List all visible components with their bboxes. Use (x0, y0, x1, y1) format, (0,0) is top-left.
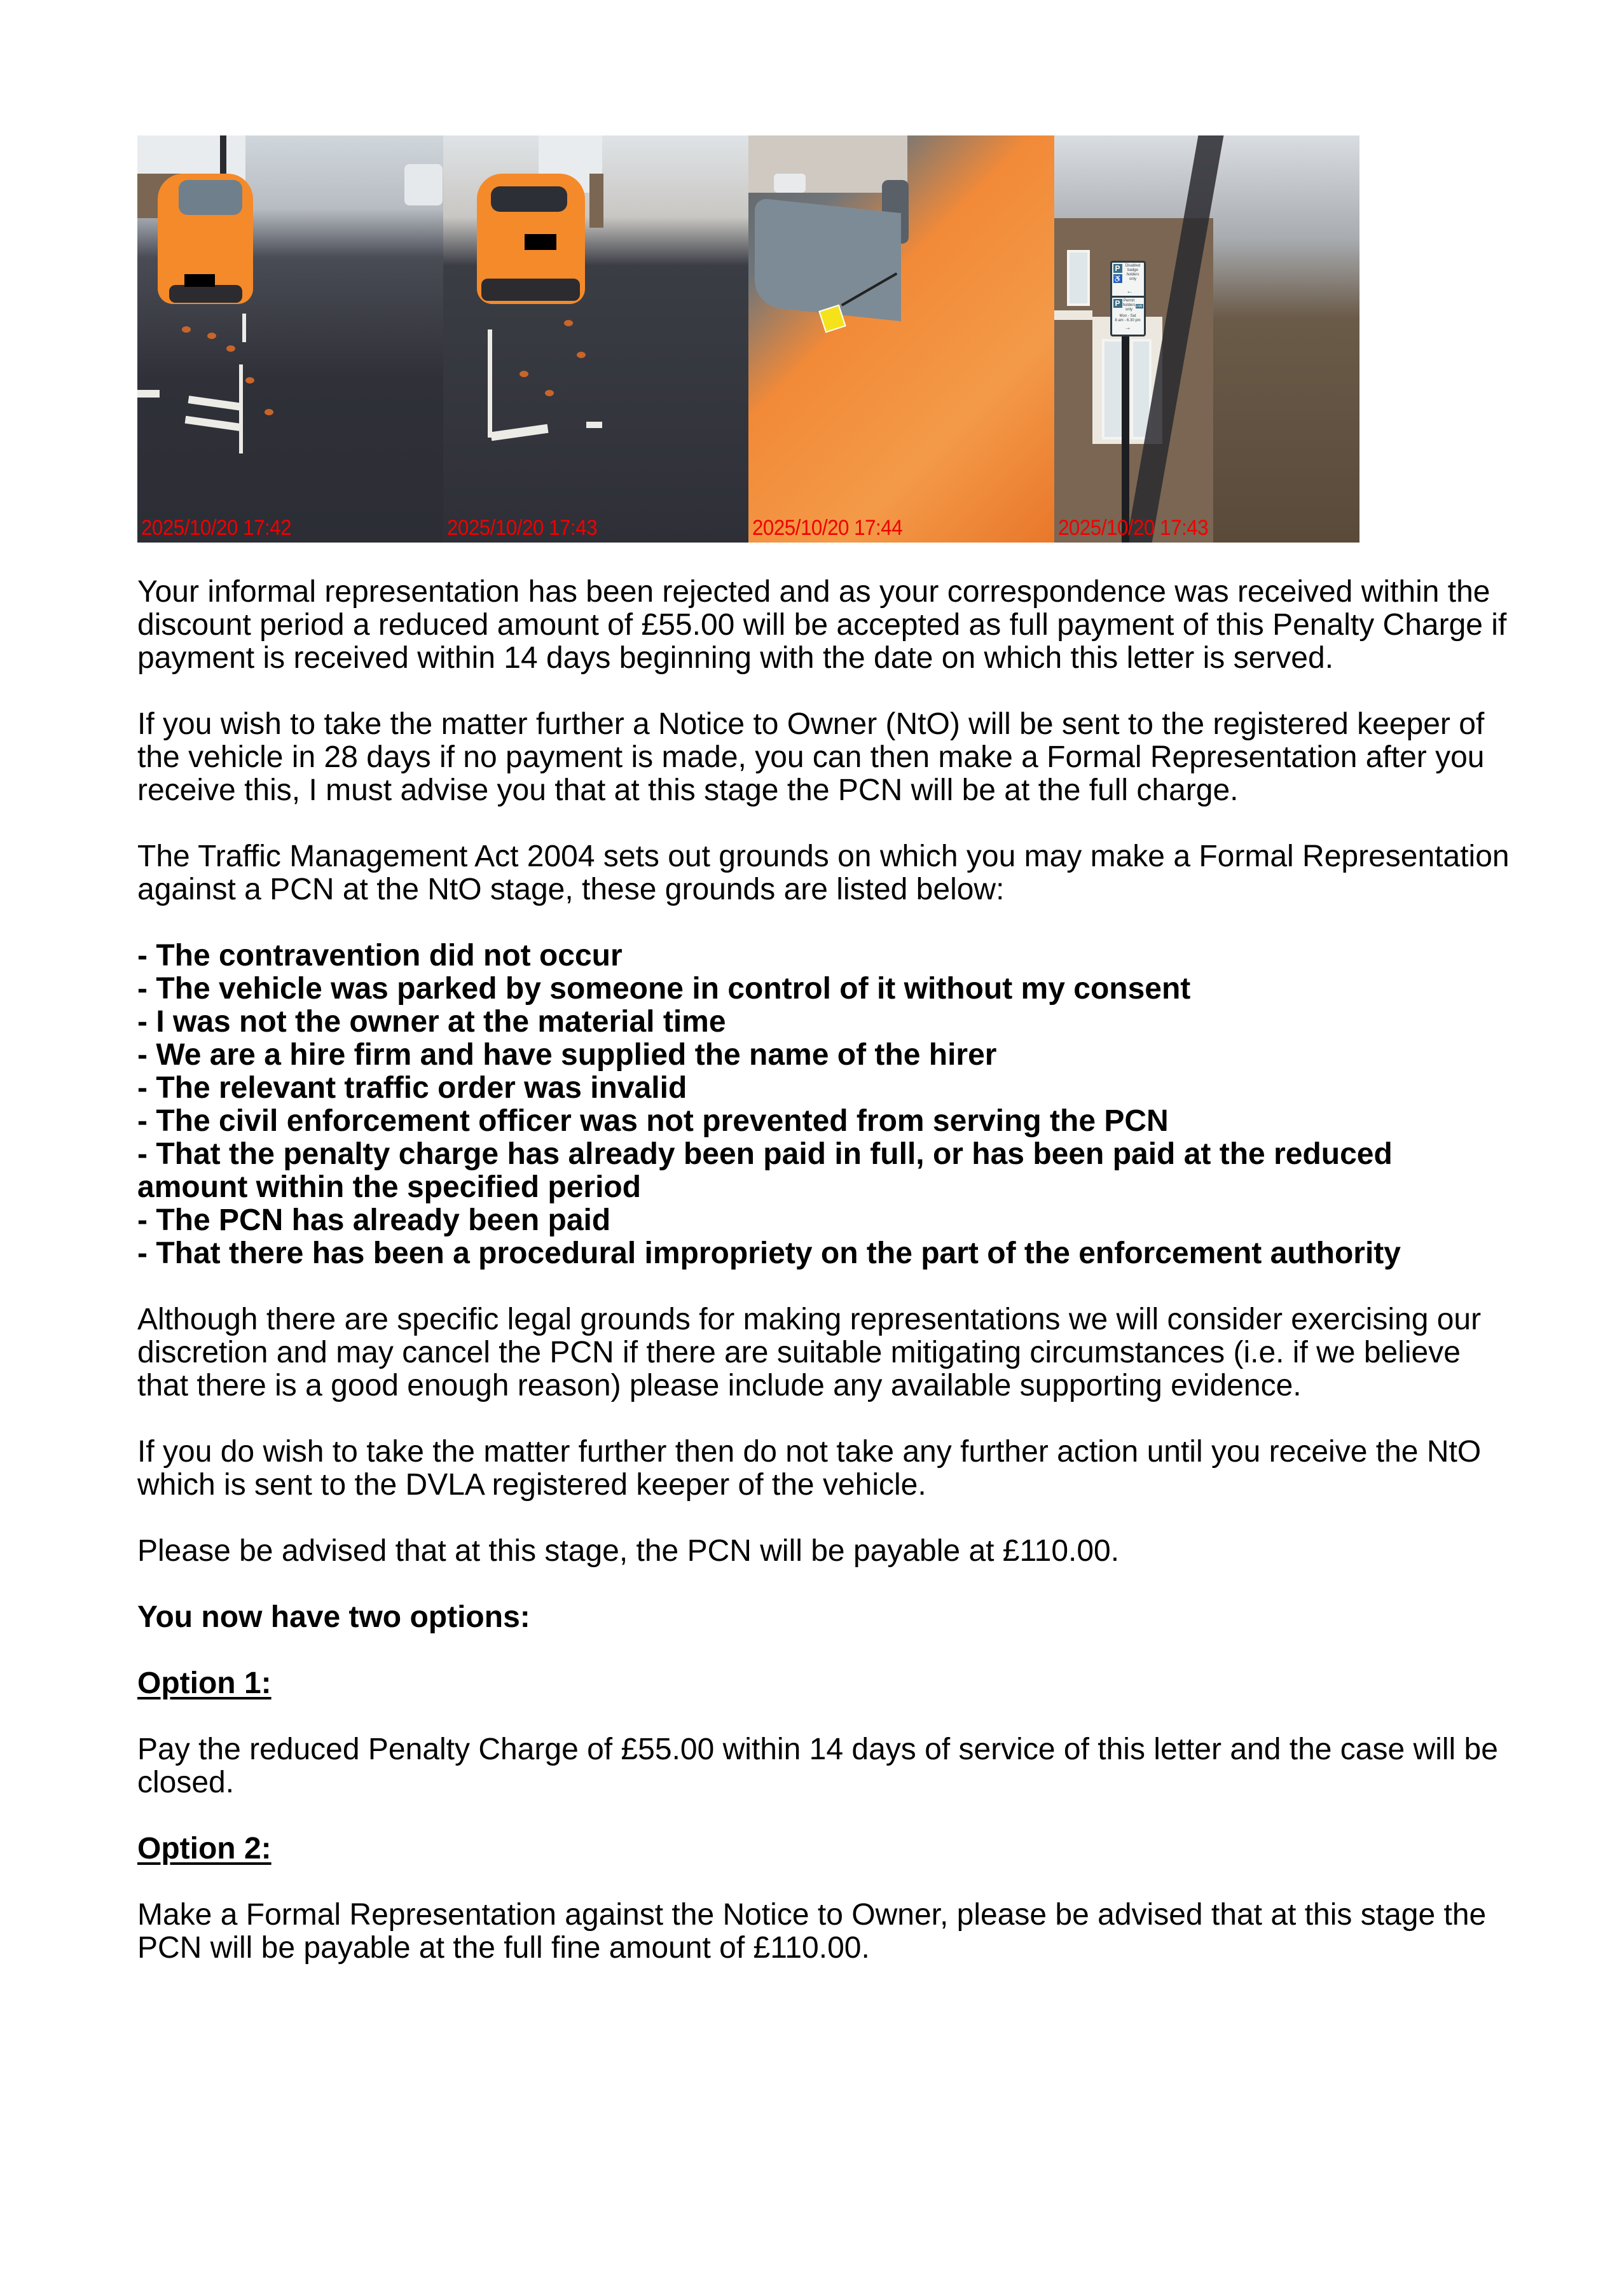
white-van (404, 164, 443, 205)
leaf (520, 371, 528, 377)
evidence-photo-front (137, 135, 443, 543)
leaf (226, 345, 235, 352)
option-1-text: Pay the reduced Penalty Charge of £55.00 within 14 days of service of this letter and the case will be closed. (137, 1733, 1498, 1799)
road-line (490, 424, 548, 441)
sign-hours: 8 am - 6.30 pm (1115, 319, 1141, 322)
road-line (586, 422, 602, 428)
options-heading: You now have two options: (137, 1600, 530, 1634)
road-line (185, 416, 243, 431)
evidence-photo-sign (1054, 135, 1360, 543)
sign-pole (1122, 307, 1129, 543)
evidence-photo-rear (443, 135, 749, 543)
leaf (564, 320, 573, 326)
parking-sign-lower (1110, 296, 1146, 336)
ground-item: - The civil enforcement officer was not prevented from serving the PCN (137, 1104, 1169, 1138)
leaf (207, 333, 216, 339)
road-line (188, 396, 243, 411)
ground-item: - The PCN has already been paid (137, 1203, 611, 1237)
photo-timestamp: 2025/10/20 17:44 (752, 516, 903, 540)
arrow-right-icon: → (1124, 324, 1131, 331)
option-2-label-wrap (137, 1832, 1511, 1865)
arrow-left-icon: ← (1126, 288, 1133, 295)
leaf (577, 352, 586, 358)
window-sill (1054, 310, 1092, 320)
discretion-paragraph: Although there are specific legal grounds for making representations we will consider exercising our discretion and may cancel the PCN if there are suitable mitigating circumstances (i.e. if we believe that there is a good enough reason) please include any available supporting evidence. (137, 1303, 1482, 1402)
rejection-paragraph: Your informal representation has been rejected and as your correspondence was received within the discount period a reduced amount of £55.00 will be accepted as full payment of this Penalty Charge if payment is received within 14 days beginning with the date on which this letter is served. (137, 575, 1507, 675)
redacted-number-plate (184, 274, 215, 287)
ground-item: - That the penalty charge has already been paid in full, or has been paid at the reduced amount within the specified period (137, 1137, 1393, 1204)
rear-window (491, 186, 567, 212)
parking-p-icon: P (1113, 299, 1122, 308)
photo-timestamp: 2025/10/20 17:43 (446, 516, 597, 540)
payable-amount-paragraph: Please be advised that at this stage, the PCN will be payable at £110.00. (137, 1534, 1120, 1568)
car-bumper (169, 285, 242, 303)
wait-for-nto-paragraph: If you do wish to take the matter further then do not take any further action until you receive the NtO which is sent to the DVLA registered keeper of the vehicle. (137, 1435, 1482, 1502)
road-line (242, 314, 246, 342)
evidence-photo-strip (137, 135, 1359, 543)
white-van (774, 174, 806, 193)
ground-item: - That there has been a procedural impropriety on the part of the enforcement authority (137, 1236, 1401, 1270)
permit-sign-text: Permit holders only (1122, 299, 1136, 312)
ground-item: - The relevant traffic order was invalid (137, 1071, 687, 1105)
redacted-number-plate (525, 234, 556, 250)
wheelchair-icon: ♿ (1113, 275, 1122, 283)
leaf (182, 326, 191, 333)
disabled-sign-text: Disabled badge holders only (1125, 264, 1141, 281)
notice-to-owner-paragraph: If you wish to take the matter further a Notice to Owner (NtO) will be sent to the registered keeper of the vehicle in 28 days if no payment is made, you can then make a Formal Representation after you receive this, I must advise you that at this stage the PCN will be at the full charge. (137, 707, 1485, 807)
option-2-text: Make a Formal Representation against the Notice to Owner, please be advised that at this stage the PCN will be payable at the full fine amount of £110.00. (137, 1898, 1487, 1965)
leaf (265, 409, 273, 415)
ground-item: - We are a hire firm and have supplied the name of the hirer (137, 1038, 997, 1072)
sign-days: Mon - Sat (1119, 314, 1136, 318)
option-1-label-wrap (137, 1667, 1511, 1700)
option-1-label: Option 1: (137, 1666, 272, 1700)
tma-grounds-intro: The Traffic Management Act 2004 sets out grounds on which you may make a Formal Representation against a PCN at the NtO stage, these grounds are listed below: (137, 840, 1510, 906)
parking-p-icon: P (1113, 264, 1122, 273)
road-line (488, 329, 492, 438)
parking-sign-upper (1110, 261, 1146, 299)
car-windscreen (755, 198, 901, 321)
photo-timestamp: 2025/10/20 17:42 (141, 516, 292, 540)
garden-wall (589, 174, 603, 228)
leaf (245, 377, 254, 384)
leaf (545, 390, 554, 396)
evidence-photo-windscreen (748, 135, 1054, 543)
ground-item: - I was not the owner at the material time (137, 1005, 726, 1039)
house-window (1067, 250, 1090, 306)
letter-body (137, 576, 1511, 1998)
ground-item: - The vehicle was parked by someone in control of it without my consent (137, 972, 1191, 1006)
road-line (137, 390, 160, 398)
option-2-label: Option 2: (137, 1832, 272, 1865)
car-windscreen (179, 180, 242, 215)
grounds-list (137, 939, 1511, 1270)
zone-badge: LNN (1136, 304, 1143, 308)
photo-timestamp: 2025/10/20 17:43 (1057, 516, 1208, 540)
ground-item: - The contravention did not occur (137, 939, 623, 972)
car-bumper (481, 279, 580, 301)
